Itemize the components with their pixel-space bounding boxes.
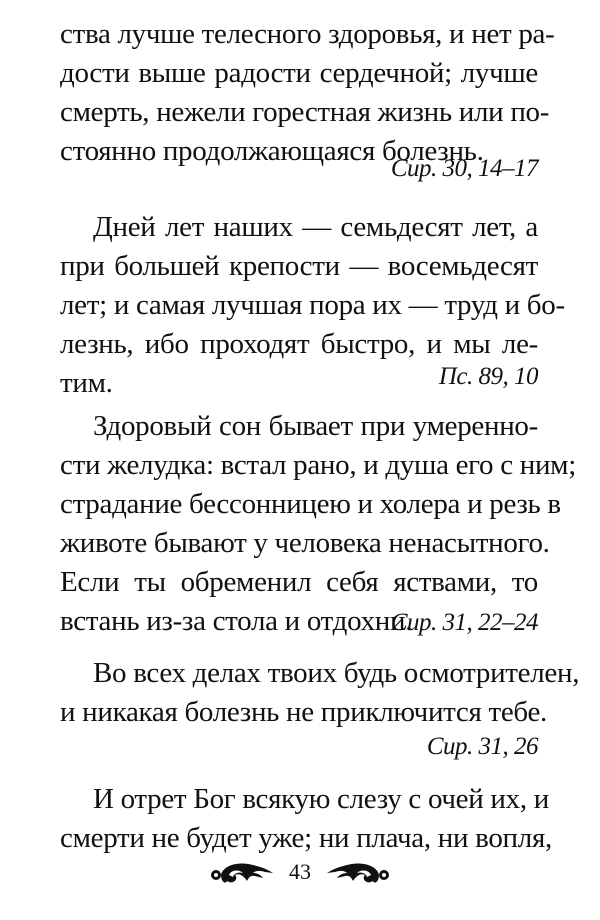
page-number: 43 [289,859,311,884]
text-line: лет; и самая лучшая пора их — труд и бо- [60,289,565,321]
text-line: стоянно продолжающаяся болезнь. [60,135,484,167]
scripture-reference: Пс. 89, 10 [438,363,538,390]
text-line: встань из-за стола и отдохни. [60,605,413,637]
text-line: лезнь, ибо проходят быстро, и мы ле- [60,328,538,360]
page-footer [0,852,600,892]
text-line: животе бывают у человека ненасытного. [60,527,550,559]
text-line: тим. [60,367,113,399]
scroll-ornament-right-icon [325,859,391,885]
text-line: сти желудка: встал рано, и душа его с ним; [60,449,576,481]
text-line: смерти не будет уже; ни плача, ни вопля, [60,822,552,854]
text-line: при большей крепости — восемьдесят [60,250,538,282]
text-line: смерть, нежели горестная жизнь или по- [60,96,550,128]
text-line: ства лучше телесного здоровья, и нет ра- [60,18,555,50]
text-line: Если ты обременил себя яствами, то [60,566,538,598]
scripture-reference: Сир. 30, 14–17 [390,155,538,182]
text-line: Здоровый сон бывает при умеренно- [93,410,538,442]
scripture-reference: Сир. 31, 26 [426,733,538,760]
text-line: Во всех делах твоих будь осмотрителен, [93,657,580,689]
text-line: И отрет Бог всякую слезу с очей их, и [93,783,549,815]
text-line: и никакая болезнь не приключится тебе. [60,696,547,728]
text-line: страдание бессонницею и холера и резь в [60,488,561,520]
scroll-ornament-left-icon [209,859,275,885]
scripture-reference: Сир. 31, 22–24 [390,609,538,636]
text-line: дости выше радости сердечной; лучше [60,57,538,89]
text-line: Дней лет наших — семьдесят лет, а [93,211,538,243]
